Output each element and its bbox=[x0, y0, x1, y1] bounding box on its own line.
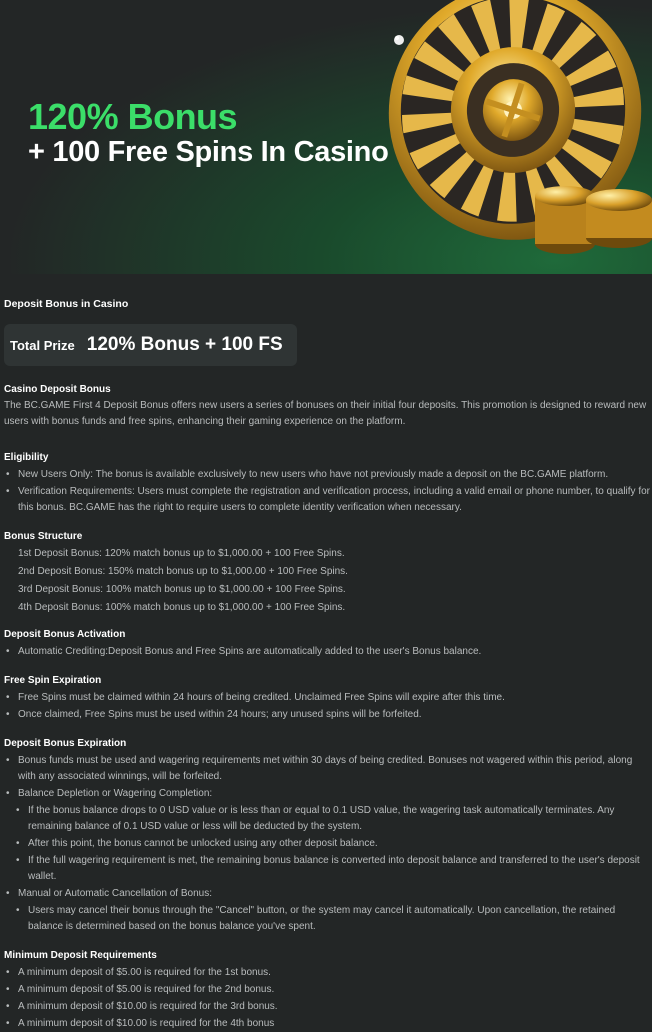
intro-heading: Casino Deposit Bonus bbox=[4, 384, 111, 395]
bonus-structure-item: 2nd Deposit Bonus: 150% match bonus up to $1,000.00 + 100 Free Spins. bbox=[18, 566, 348, 577]
free-spin-expiration-list bbox=[4, 690, 652, 723]
bonus-structure-item: 1st Deposit Bonus: 120% match bonus up to $1,000.00 + 100 Free Spins. bbox=[18, 548, 345, 559]
bonus-structure-item: 3rd Deposit Bonus: 100% match bonus up to $1,000.00 + 100 Free Spins. bbox=[18, 584, 346, 595]
list-item: • Bonus funds must be used and wagering requirements met within 30 days of being credited. Bonuses not wagered within this period, along with any associated winnings, will be forfeited. bbox=[4, 753, 652, 785]
roulette-wheel-illustration bbox=[375, 0, 652, 274]
list-item: • Manual or Automatic Cancellation of Bonus: bbox=[4, 886, 652, 902]
sub-list-item: • After this point, the bonus cannot be unlocked using any other deposit balance. bbox=[4, 836, 652, 852]
activation-heading: Deposit Bonus Activation bbox=[4, 629, 126, 640]
promo-terms bbox=[0, 274, 652, 1032]
banner-title-free-spins: + 100 Free Spins In Casino bbox=[28, 136, 389, 168]
list-item: • Free Spins must be claimed within 24 hours of being credited. Unclaimed Free Spins will expire after this time. bbox=[4, 690, 652, 706]
minimum-deposit-list bbox=[4, 965, 652, 1032]
list-item: • Balance Depletion or Wagering Completion: bbox=[4, 786, 652, 802]
bonus-expiration-heading: Deposit Bonus Expiration bbox=[4, 738, 127, 749]
eligibility-heading: Eligibility bbox=[4, 452, 49, 463]
list-item: • A minimum deposit of $5.00 is required for the 1st bonus. bbox=[4, 965, 652, 981]
bonus-expiration-list bbox=[4, 753, 652, 935]
list-item: • A minimum deposit of $10.00 is required for the 4th bonus bbox=[4, 1016, 652, 1032]
promo-banner bbox=[0, 0, 652, 274]
minimum-deposit-heading: Minimum Deposit Requirements bbox=[4, 950, 157, 961]
sub-list-item: • If the full wagering requirement is met, the remaining bonus balance is converted into deposit balance and transferred to the user's deposit wallet. bbox=[4, 853, 652, 885]
list-item: • Verification Requirements: Users must complete the registration and verification process, including a valid email or phone number, to qualify for this bonus. BC.GAME has the right to require users to complete identity verification when necessary. bbox=[4, 484, 652, 516]
free-spin-expiration-heading: Free Spin Expiration bbox=[4, 675, 102, 686]
sub-list-item: • If the bonus balance drops to 0 USD value or is less than or equal to 0.1 USD value, the wagering task automatically terminates. Any remaining balance of 0.1 USD value or less will be deducted by the system. bbox=[4, 803, 652, 835]
total-prize-label: Total Prize bbox=[10, 337, 75, 353]
banner-title-bonus: 120% Bonus bbox=[28, 96, 238, 137]
section-title: Deposit Bonus in Casino bbox=[4, 298, 129, 310]
total-prize-box bbox=[4, 324, 297, 366]
bonus-structure-heading: Bonus Structure bbox=[4, 531, 83, 542]
list-item: • Once claimed, Free Spins must be used within 24 hours; any unused spins will be forfeited. bbox=[4, 707, 652, 723]
sub-list-item: • Users may cancel their bonus through the "Cancel" button, or the system may cancel it automatically. Upon cancellation, the retained balance is determined based on the bonus balance you've spent. bbox=[4, 903, 652, 935]
intro-text: The BC.GAME First 4 Deposit Bonus offers new users a series of bonuses on their initial four deposits. This promotion is designed to reward new users with bonus funds and free spins, enhancing their gaming experience on the platform. bbox=[4, 400, 647, 427]
bonus-structure-item: 4th Deposit Bonus: 100% match bonus up to $1,000.00 + 100 Free Spins. bbox=[18, 602, 346, 613]
total-prize-value: 120% Bonus + 100 FS bbox=[86, 334, 283, 355]
eligibility-list bbox=[4, 467, 652, 516]
list-item: • Automatic Crediting:Deposit Bonus and Free Spins are automatically added to the user's Bonus balance. bbox=[4, 644, 652, 660]
list-item: • A minimum deposit of $5.00 is required for the 2nd bonus. bbox=[4, 982, 652, 998]
list-item: • A minimum deposit of $10.00 is required for the 3rd bonus. bbox=[4, 999, 652, 1015]
list-item: • New Users Only: The bonus is available exclusively to new users who have not previously made a deposit on the BC.GAME platform. bbox=[4, 467, 652, 483]
activation-list bbox=[4, 644, 652, 660]
